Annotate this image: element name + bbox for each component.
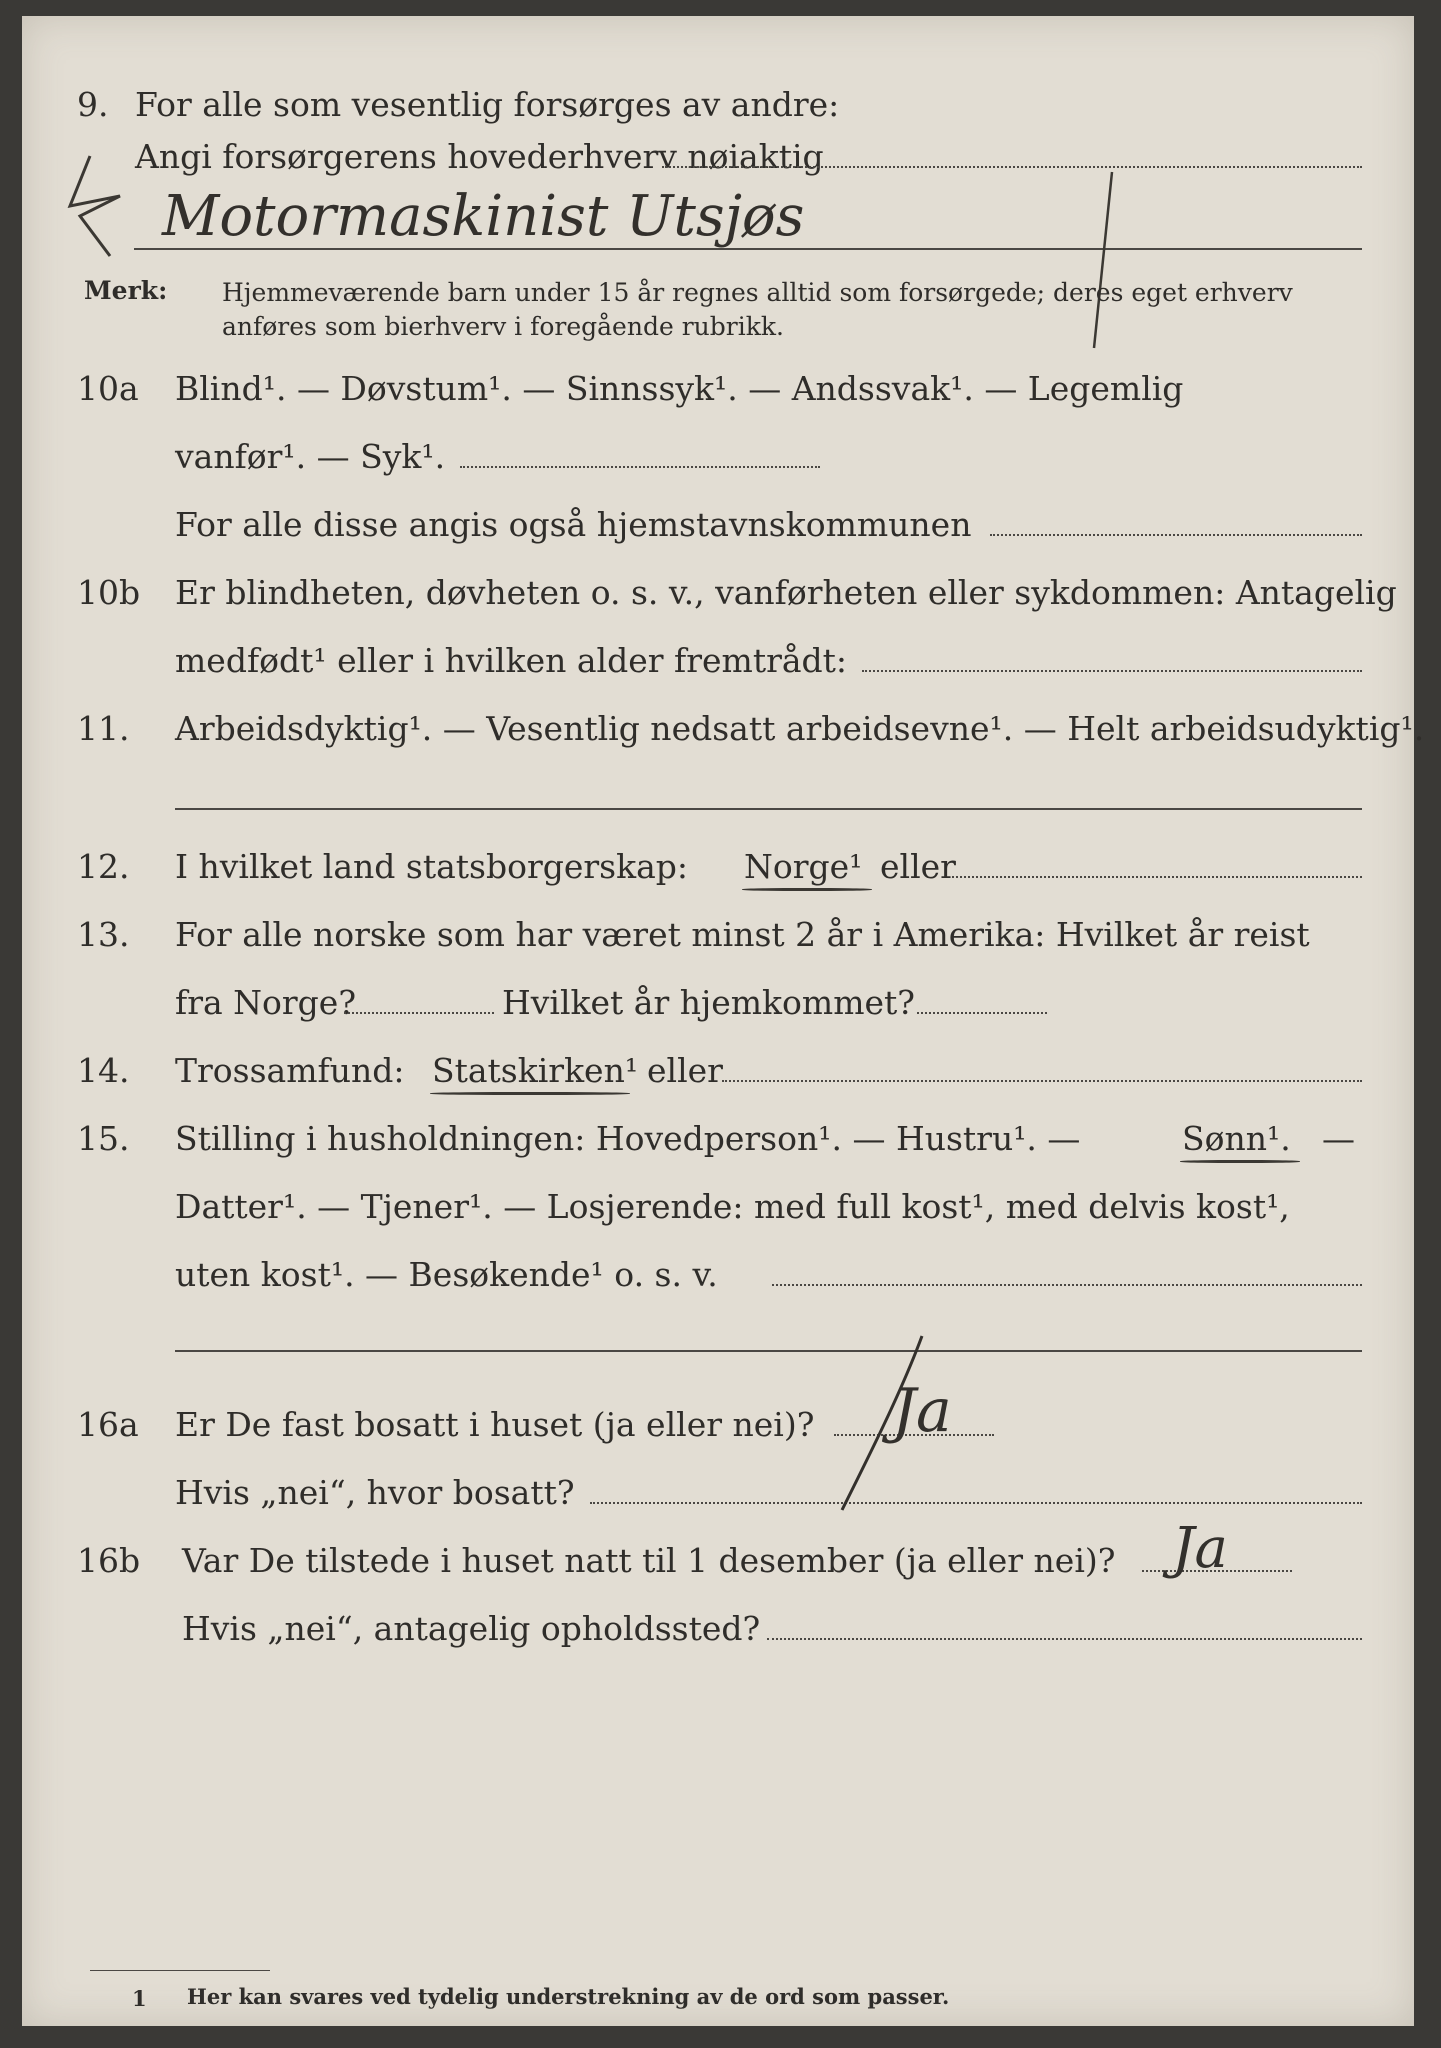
census-form-page (22, 16, 1425, 2026)
q10a-line2: vanfør¹. — Syk¹. (175, 437, 446, 476)
q9-line1: For alle som vesentlig forsørges av andre: (135, 85, 840, 124)
q10a-dotted-line-2 (990, 534, 1362, 536)
q15-line1a: Stilling i husholdningen: Hovedperson¹. — Hustru¹. — (175, 1119, 1081, 1158)
merk-label: Merk: (84, 276, 168, 305)
q15-line1c: — (1322, 1119, 1355, 1158)
q11-answer-line (175, 808, 1362, 810)
q9-number: 9. (77, 85, 109, 124)
q15-dotted-line (772, 1284, 1362, 1286)
q14-tail: eller (647, 1051, 723, 1090)
q10a-line1: Blind¹. — Døvstum¹. — Sinnssyk¹. — Andssvak¹. — Legemlig (175, 369, 1184, 408)
q15-sonn-underline (1180, 1160, 1300, 1163)
merk-line2: anføres som bierhverv i foregående rubrikk. (222, 312, 784, 341)
q16b-line1: Var De tilstede i huset natt til 1 desember (ja eller nei)? (182, 1541, 1116, 1580)
q12-label: I hvilket land statsborgerskap: (175, 847, 689, 886)
q14-number: 14. (77, 1051, 130, 1090)
ja-stroke-icon (822, 1330, 942, 1520)
q16b-line2: Hvis „nei“, antagelig opholdssted? (182, 1609, 761, 1648)
q12-norge-underline (742, 888, 872, 891)
q16b-number: 16b (77, 1541, 141, 1580)
q10b-line1: Er blindheten, døvheten o. s. v., vanførheten eller sykdommen: Antagelig (175, 573, 1397, 612)
q16b-handwritten-answer: Ja (1172, 1516, 1228, 1581)
q11-line1: Arbeidsdyktig¹. — Vesentlig nedsatt arbeidsevne¹. — Helt arbeidsudyktig¹. (175, 709, 1425, 748)
q11-number: 11. (77, 709, 130, 748)
q10b-number: 10b (77, 573, 141, 612)
q15-line3: uten kost¹. — Besøkende¹ o. s. v. (175, 1255, 718, 1294)
q9-dotted-line (662, 166, 1362, 168)
q15-number: 15. (77, 1119, 130, 1158)
q10b-line2: medfødt¹ eller i hvilken alder fremtrådt: (175, 641, 848, 680)
q15-option-sonn: Sønn¹. (1182, 1119, 1291, 1158)
q16a-dotted-line-2 (590, 1502, 1362, 1504)
check-stroke-icon (1082, 168, 1122, 358)
q13-line1: For alle norske som har været minst 2 år i Amerika: Hvilket år reist (175, 915, 1310, 954)
q16a-line1: Er De fast bosatt i huset (ja eller nei)? (175, 1405, 815, 1444)
q10a-dotted-line (460, 466, 820, 468)
q14-statskirken-underline (430, 1092, 630, 1095)
q12-dotted-line (952, 876, 1362, 878)
q13-number: 13. (77, 915, 130, 954)
q14-label: Trossamfund: (175, 1051, 405, 1090)
q16b-dotted-line-2 (767, 1638, 1362, 1640)
q15-answer-line (175, 1350, 1362, 1352)
q9-handwritten-answer: Motormaskinist Utsjøs (162, 184, 805, 249)
margin-mark-icon (50, 146, 140, 266)
footnote-mark: 1 (132, 1986, 147, 2011)
q10a-line3: For alle disse angis også hjemstavnskommunen (175, 505, 972, 544)
q10a-number: 10a (77, 369, 139, 408)
q14-option-statskirken: Statskirken¹ (432, 1051, 639, 1090)
merk-line1: Hjemmeværende barn under 15 år regnes alltid som forsørgede; deres eget erhverv (222, 278, 1293, 307)
q13-dotted-line-1 (344, 1012, 494, 1014)
footnote-rule (90, 1970, 270, 1971)
footnote-text: Her kan svares ved tydelig understrekning av de ord som passer. (187, 1984, 950, 2009)
q13-dotted-line-2 (917, 1012, 1047, 1014)
q16a-number: 16a (77, 1405, 139, 1444)
q13-line2a: fra Norge? (175, 983, 357, 1022)
q15-line2: Datter¹. — Tjener¹. — Losjerende: med full kost¹, med delvis kost¹, (175, 1187, 1290, 1226)
q16a-line2: Hvis „nei“, hvor bosatt? (175, 1473, 575, 1512)
q13-line2b: Hvilket år hjemkommet? (502, 983, 915, 1022)
q14-dotted-line (722, 1080, 1362, 1082)
q12-number: 12. (77, 847, 130, 886)
q16a-handwritten-answer: Ja (892, 1376, 952, 1446)
q12-tail: eller (880, 847, 956, 886)
q9-line2: Angi forsørgerens hovederhverv nøiaktig (135, 137, 824, 176)
q9-answer-line (134, 248, 1362, 250)
q10b-dotted-line (862, 670, 1362, 672)
q12-option-norge: Norge¹ (744, 847, 863, 886)
